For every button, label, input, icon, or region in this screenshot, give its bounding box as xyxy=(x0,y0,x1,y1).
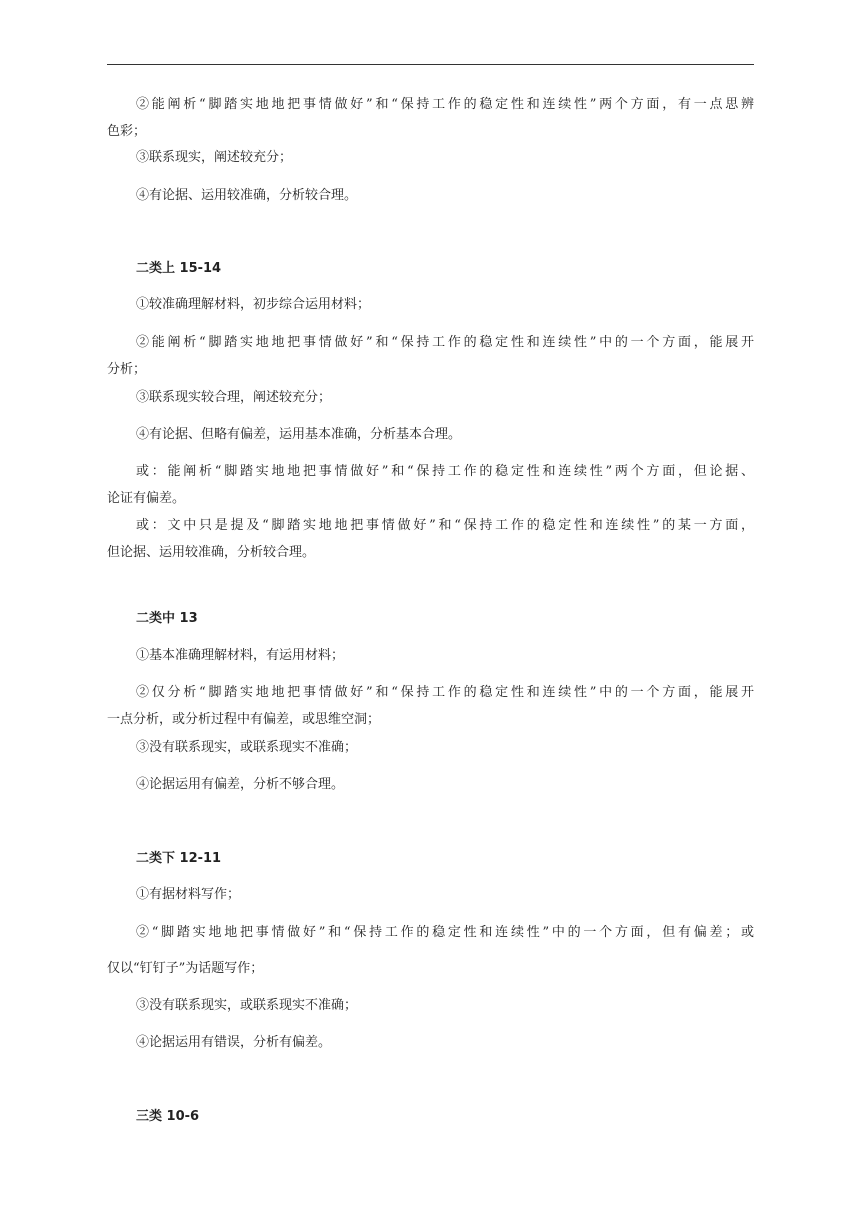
criterion-item-cont: 仅以“钉钉子”为话题写作； xyxy=(107,961,264,976)
criterion-item: ③没有联系现实，或联系现实不准确； xyxy=(136,998,358,1013)
criterion-item: ④有论据、运用较准确，分析较合理。 xyxy=(136,188,358,203)
criterion-item: ①较准确理解材料，初步综合运用材料； xyxy=(136,297,371,312)
criterion-item: 或：文中只是提及“脚踏实地地把事情做好”和“保持工作的稳定性和连续性”的某一方面， xyxy=(136,518,754,533)
criterion-item: ②仅分析“脚踏实地地把事情做好”和“保持工作的稳定性和连续性”中的一个方面，能展开 xyxy=(136,685,754,700)
criterion-item: ②能阐析“脚踏实地地把事情做好”和“保持工作的稳定性和连续性”中的一个方面，能展开 xyxy=(136,335,754,350)
document-body xyxy=(107,0,754,1218)
criterion-item: ②能阐析“脚踏实地地把事情做好”和“保持工作的稳定性和连续性”两个方面，有一点思辨 xyxy=(136,97,754,112)
criterion-item: ④论据运用有偏差，分析不够合理。 xyxy=(136,777,345,792)
criterion-item-cont: 色彩； xyxy=(107,124,147,139)
criterion-item: ①有据材料写作； xyxy=(136,887,241,902)
section-heading: 二类中 13 xyxy=(136,611,198,626)
section-heading: 三类 10-6 xyxy=(136,1109,200,1124)
section-heading: 二类上 15-14 xyxy=(136,261,222,276)
criterion-item: 或：能阐析“脚踏实地地把事情做好”和“保持工作的稳定性和连续性”两个方面，但论据、 xyxy=(136,464,754,479)
criterion-item-cont: 但论据、运用较准确，分析较合理。 xyxy=(107,545,316,560)
criterion-item: ③联系现实，阐述较充分； xyxy=(136,150,293,165)
criterion-item: ④论据运用有错误，分析有偏差。 xyxy=(136,1035,332,1050)
criterion-item-cont: 一点分析，或分析过程中有偏差，或思维空洞； xyxy=(107,712,381,727)
criterion-item: ①基本准确理解材料，有运用材料； xyxy=(136,648,345,663)
criterion-item: ②“脚踏实地地把事情做好”和“保持工作的稳定性和连续性”中的一个方面，但有偏差；或 xyxy=(136,925,754,940)
criterion-item: ④有论据、但略有偏差，运用基本准确，分析基本合理。 xyxy=(136,427,462,442)
criterion-item: ③没有联系现实，或联系现实不准确； xyxy=(136,740,358,755)
criterion-item-cont: 论证有偏差。 xyxy=(107,491,186,506)
criterion-item-cont: 分析； xyxy=(107,362,147,377)
section-heading: 二类下 12-11 xyxy=(136,851,222,866)
criterion-item: ③联系现实较合理，阐述较充分； xyxy=(136,390,332,405)
